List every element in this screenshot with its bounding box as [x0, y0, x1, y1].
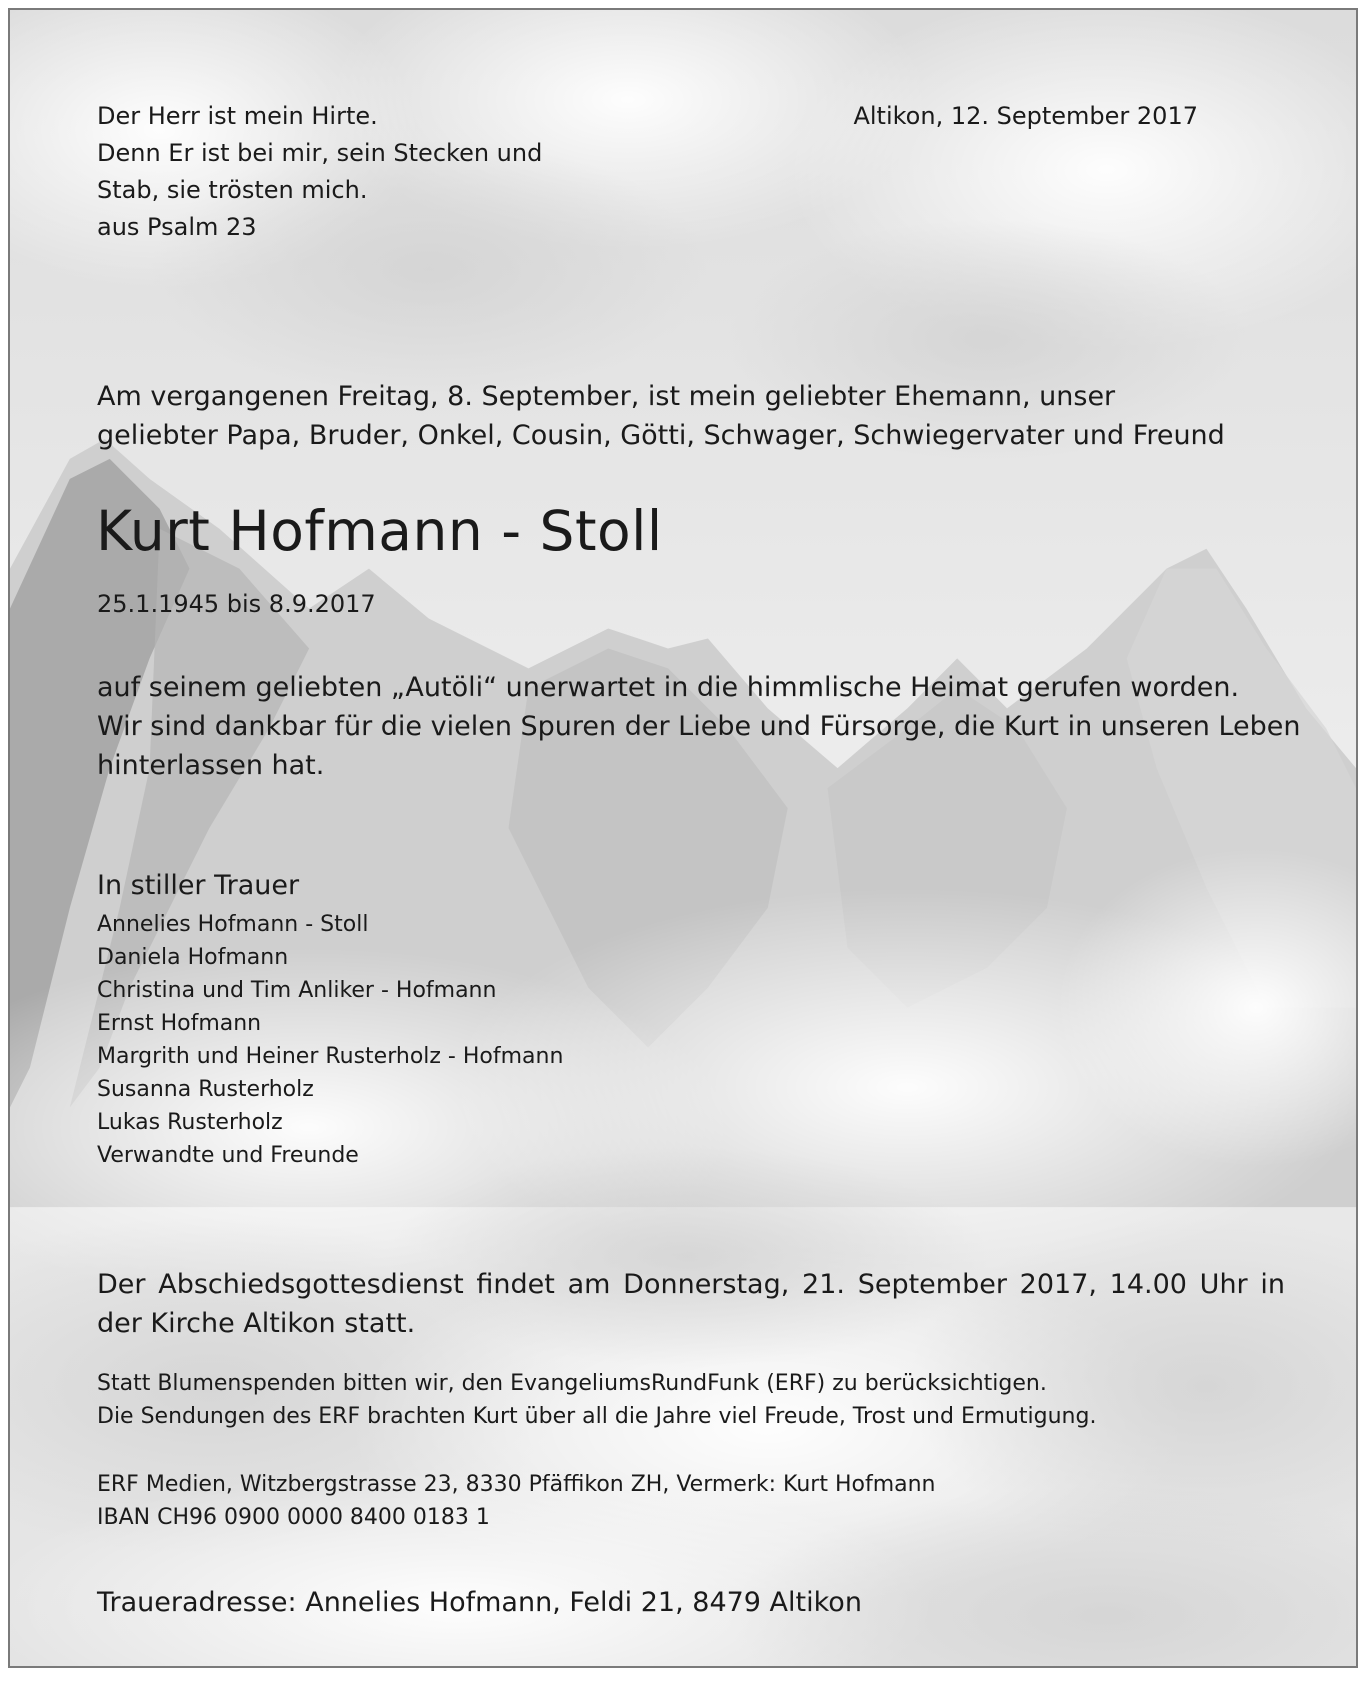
service-announcement: Der Abschiedsgottesdienst findet am Donnerstag, 21. September 2017, 14.00 Uhr in der Kirche Altikon statt.	[97, 1269, 1285, 1339]
bank-recipient: ERF Medien, Witzbergstrasse 23, 8330 Pfäffikon ZH, Vermerk: Kurt Hofmann	[97, 1472, 936, 1497]
mourning-heading: In stiller Trauer	[97, 870, 300, 901]
obituary-notice	[8, 8, 1358, 1668]
mourners-list	[97, 908, 563, 1172]
passing-line: auf seinem geliebten „Autöli“ unerwartet in die himmlische Heimat gerufen worden.	[97, 672, 1240, 703]
mourning-address: Traueradresse: Annelies Hofmann, Feldi 21, 8479 Altikon	[97, 1587, 862, 1618]
mourner-name: Margrith und Heiner Rusterholz - Hofmann	[97, 1044, 564, 1069]
mourner-name: Daniela Hofmann	[97, 945, 289, 970]
mourner-name: Christina und Tim Anliker - Hofmann	[97, 978, 497, 1003]
passing-line: Wir sind dankbar für die vielen Spuren der Liebe und Fürsorge, die Kurt in unseren Leben	[97, 711, 1301, 742]
mourner-name: Lukas Rusterholz	[97, 1110, 283, 1135]
passing-line: hinterlassen hat.	[97, 750, 325, 781]
passing-text	[97, 668, 1301, 785]
donation-line: Die Sendungen des ERF brachten Kurt über all die Jahre viel Freude, Trost und Ermutigung.	[97, 1404, 1097, 1429]
psalm-line: Der Herr ist mein Hirte.	[97, 102, 378, 130]
mourner-name: Verwandte und Freunde	[97, 1143, 359, 1168]
bank-iban: IBAN CH96 0900 0000 8400 0183 1	[97, 1505, 490, 1530]
psalm-line: Stab, sie trösten mich.	[97, 176, 368, 204]
intro-line: geliebter Papa, Bruder, Onkel, Cousin, Götti, Schwager, Schwiegervater und Freund	[97, 420, 1225, 451]
date-place: Altikon, 12. September 2017	[853, 102, 1198, 130]
mourner-name: Ernst Hofmann	[97, 1011, 262, 1036]
deceased-name: Kurt Hofmann - Stoll	[96, 499, 663, 563]
psalm-source: aus Psalm 23	[97, 213, 257, 241]
mourner-name: Susanna Rusterholz	[97, 1077, 314, 1102]
donation-request	[97, 1367, 1096, 1433]
psalm-line: Denn Er ist bei mir, sein Stecken und	[97, 139, 543, 167]
donation-line: Statt Blumenspenden bitten wir, den EvangeliumsRundFunk (ERF) zu berücksichtigen.	[97, 1371, 1047, 1396]
deceased-lifespan: 25.1.1945 bis 8.9.2017	[97, 590, 376, 618]
intro-line: Am vergangenen Freitag, 8. September, ist mein geliebter Ehemann, unser	[97, 381, 1116, 412]
mourner-name: Annelies Hofmann - Stoll	[97, 912, 369, 937]
intro-text	[97, 377, 1225, 455]
bank-details	[97, 1468, 936, 1534]
